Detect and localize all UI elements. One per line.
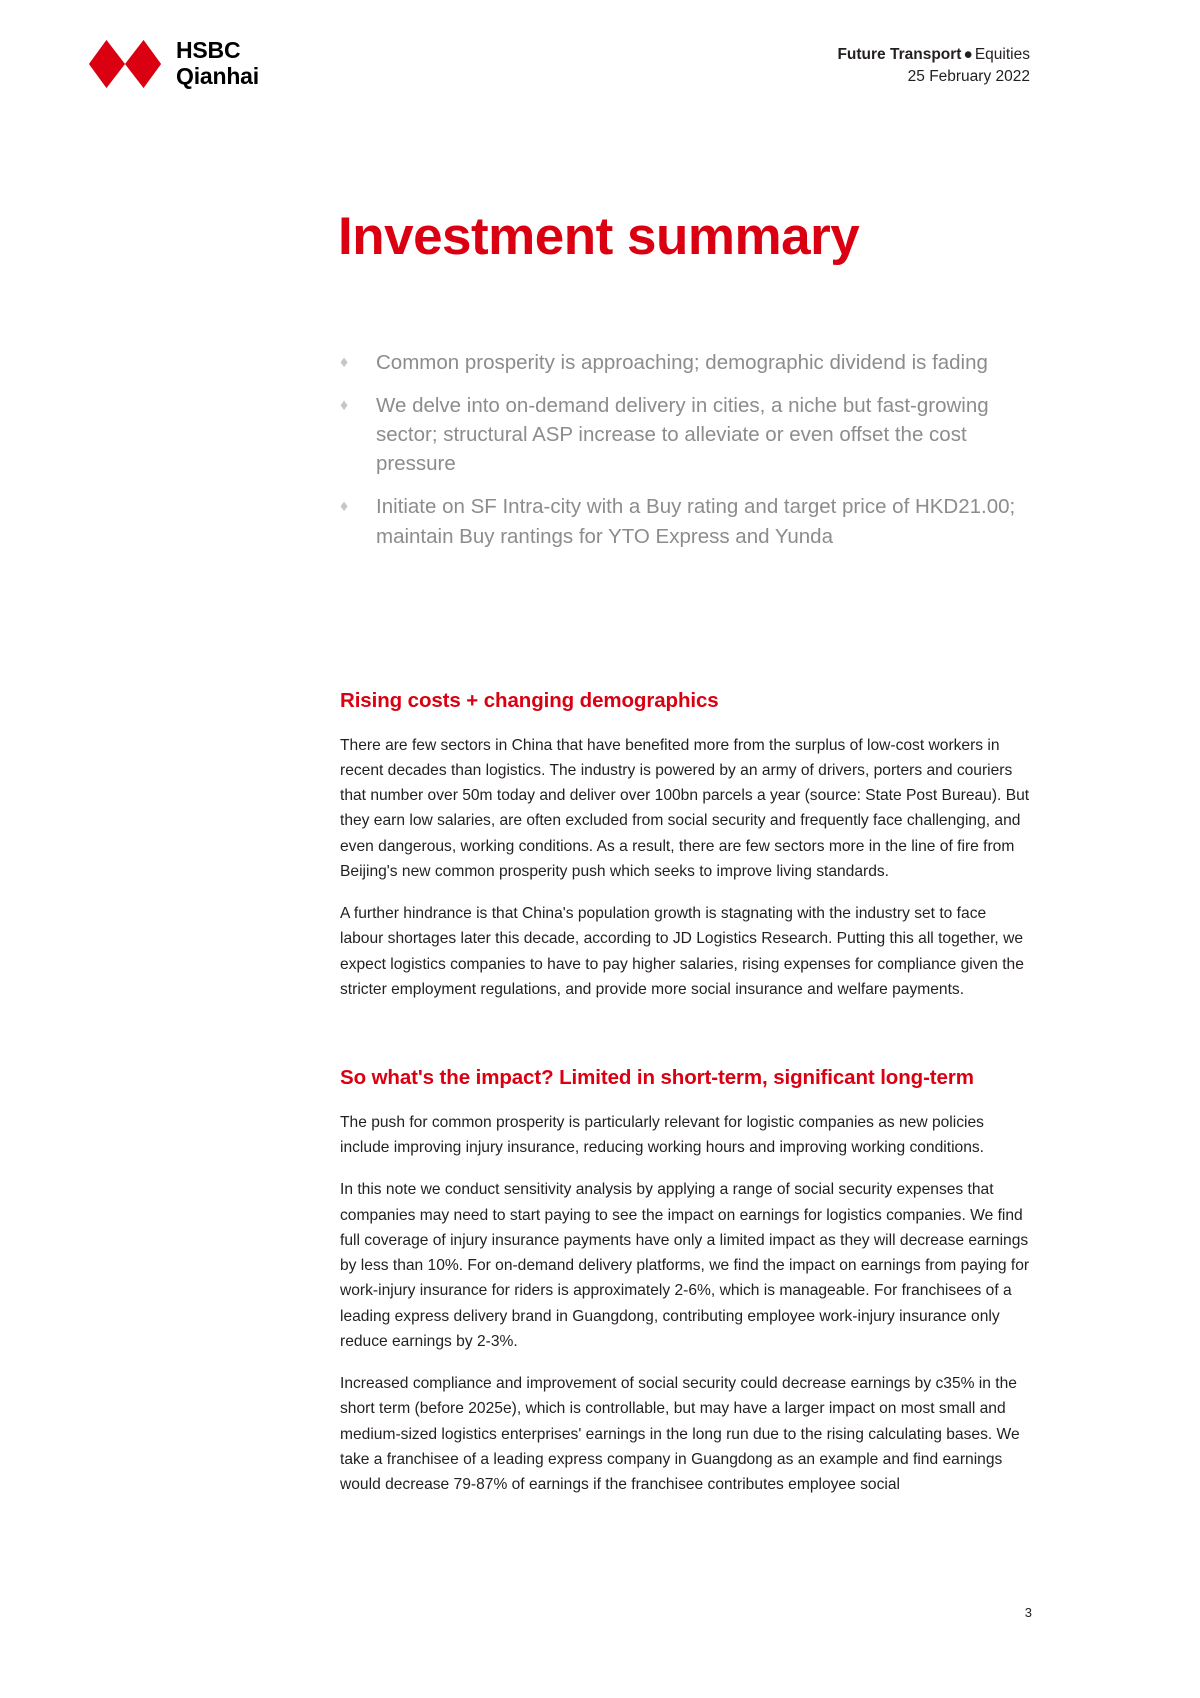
logo-line-qianhai: Qianhai bbox=[176, 62, 259, 89]
summary-bullet-list bbox=[340, 348, 1040, 551]
bullet-text: Common prosperity is approaching; demographic dividend is fading bbox=[376, 351, 988, 374]
diamond-bullet-icon: ♦ bbox=[340, 397, 349, 415]
bullet-text: We delve into on-demand delivery in cities, a niche but fast-growing sector; structural ASP increase to alleviate or even offset the cost pressure bbox=[376, 394, 989, 476]
list-item bbox=[340, 348, 1040, 377]
article-body bbox=[340, 688, 1032, 1497]
paragraph: Increased compliance and improvement of social security could decrease earnings by c35% in the short term (before 2025e), which is controllable, but may have a larger impact on most small and medium-sized logistics enterprises' earnings in the long run due to the rising calculating bases. We take a franchisee of a leading express company in Guangdong as an example and find earnings would decrease 79-87% of earnings if the franchisee contributes employee social bbox=[340, 1375, 1020, 1494]
header-series: Future Transport bbox=[837, 46, 962, 63]
page-number: 3 bbox=[1024, 1605, 1032, 1620]
logo-line-hsbc: HSBC bbox=[176, 37, 241, 63]
header-separator-icon: ● bbox=[963, 46, 973, 63]
section-heading-rising-costs: Rising costs + changing demographics bbox=[340, 689, 719, 712]
hsbc-hexagon-logo-icon bbox=[88, 39, 162, 89]
logo-wordmark bbox=[176, 38, 259, 90]
section-heading-impact: So what's the impact? Limited in short-term, significant long-term bbox=[340, 1066, 974, 1090]
header-meta bbox=[837, 44, 1030, 88]
list-item bbox=[340, 492, 1040, 550]
page-header bbox=[0, 0, 1200, 120]
section-spacer bbox=[340, 1019, 1032, 1035]
hsbc-qianhai-logo bbox=[88, 38, 259, 90]
page-title: Investment summary bbox=[338, 207, 860, 266]
header-category: Equities bbox=[974, 46, 1030, 63]
paragraph: There are few sectors in China that have benefited more from the surplus of low-cost workers in recent decades than logistics. The industry is powered by an army of drivers, porters and couriers that number over 50m today and deliver over 100bn parcels a year (source: State Post Bureau). But they earn low salaries, are often excluded from social security and frequently face challenging, and even dangerous, working conditions. As a result, there are few sectors more in the line of fire from Beijing's new common prosperity push which seeks to improve living standards. bbox=[340, 736, 1030, 880]
diamond-bullet-icon: ♦ bbox=[340, 498, 349, 516]
paragraph: The push for common prosperity is particularly relevant for logistic companies as new policies include improving injury insurance, reducing working hours and improving working conditions. bbox=[340, 1113, 985, 1157]
diamond-bullet-icon: ♦ bbox=[340, 354, 349, 371]
header-series-line bbox=[837, 44, 1030, 66]
paragraph: In this note we conduct sensitivity analysis by applying a range of social security expenses that companies may need to start paying to see the impact on earnings for logistics companies. We find full coverage of injury insurance payments have only a limited impact as they will decrease earnings by less than 10%. For on-demand delivery platforms, we find the impact on earnings from paying for work-injury insurance for riders is approximately 2-6%, which is manageable. For franchisees of a leading express delivery brand in Guangdong, contributing employee work-injury insurance only reduce earnings by 2-3%. bbox=[340, 1181, 1030, 1350]
paragraph: A further hindrance is that China's population growth is stagnating with the industry set to face labour shortages later this decade, according to JD Logistics Research. Putting this all together, we expect logistics companies to have to pay higher salaries, rising expenses for compliance given the stricter employment regulations, and provide more social insurance and welfare payments. bbox=[340, 905, 1024, 998]
list-item bbox=[340, 391, 1040, 478]
header-date: 25 February 2022 bbox=[907, 68, 1030, 85]
bullet-text: Initiate on SF Intra-city with a Buy rating and target price of HKD21.00; maintain Buy rantings for YTO Express and Yunda bbox=[376, 495, 1016, 548]
